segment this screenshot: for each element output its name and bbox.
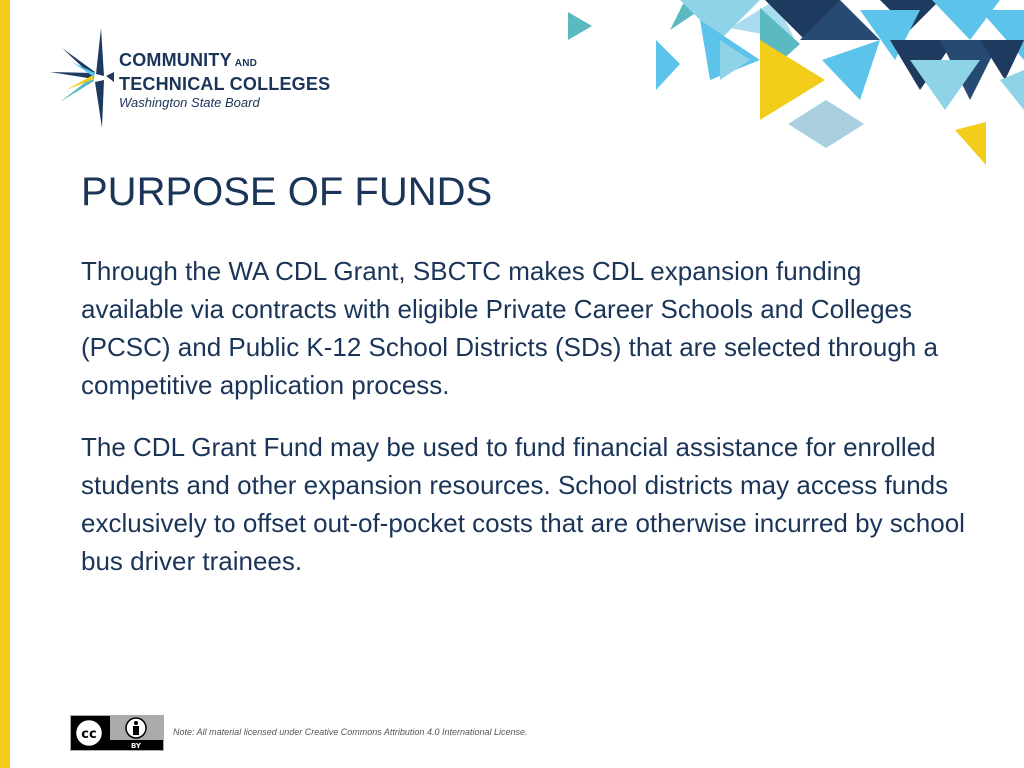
- by-label: BY: [130, 742, 142, 750]
- logo-line1: COMMUNITY: [119, 50, 232, 70]
- creative-commons-badge: [70, 715, 164, 751]
- logo-text: [119, 50, 349, 112]
- body-paragraph-2: The CDL Grant Fund may be used to fund financial assistance for enrolled students and other expansion resources. School districts may access funds exclusively to offset out-of-pocket costs that are otherwise incurred by school bus driver trainees.: [81, 432, 965, 576]
- slide-body: [81, 252, 971, 604]
- footer: [70, 715, 630, 751]
- creative-commons-icon: [75, 719, 103, 747]
- slide-title: PURPOSE OF FUNDS: [81, 170, 493, 214]
- cc-glyph: cc: [81, 727, 97, 742]
- body-paragraph-1: Through the WA CDL Grant, SBCTC makes CDL expansion funding available via contracts with eligible Private Career Schools and Colleges (PCSC) and Public K-12 School Districts (SDs) that are selected through a competitive application process.: [81, 256, 938, 400]
- logo-line2: TECHNICAL COLLEGES: [119, 74, 331, 94]
- decorative-triangles: [560, 0, 1024, 170]
- left-accent-stripe: [0, 0, 10, 768]
- logo-and: AND: [234, 58, 258, 69]
- license-note: Note: All material licensed under Creative Commons Attribution 4.0 International License.: [173, 727, 528, 737]
- logo-line3: Washington State Board: [119, 95, 260, 110]
- sbctc-logo: [46, 26, 346, 136]
- attribution-icon: [126, 718, 146, 738]
- star-logo-icon: [46, 26, 116, 130]
